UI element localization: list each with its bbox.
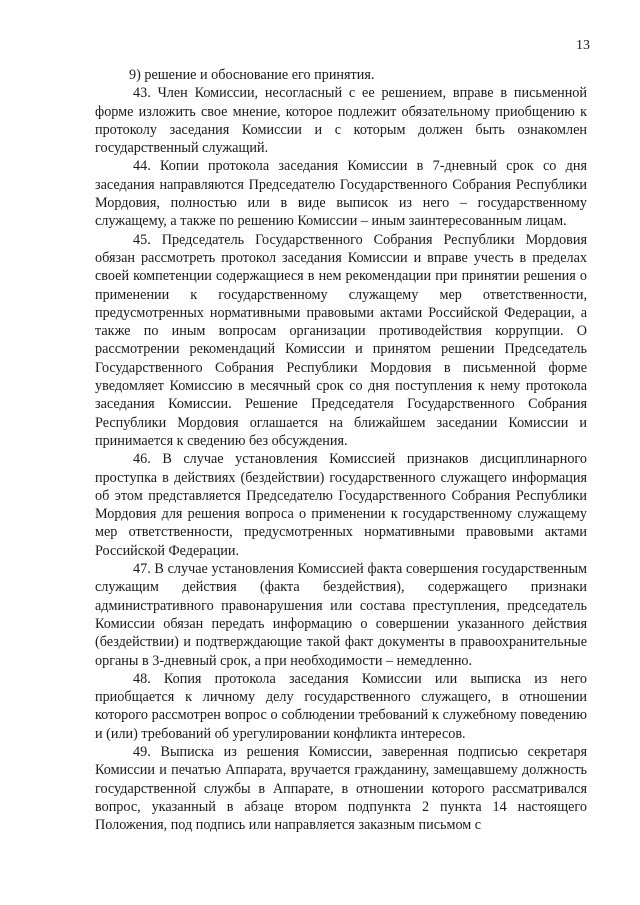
- paragraph-43-dissenting-opinion: 43. Член Комиссии, несогласный с ее решением, вправе в письменной форме изложить свое мнение, которое подлежит обязательному приобщению к протоколу заседания Комиссии и с которым должен быть ознакомлен государственный служащий.: [95, 85, 587, 157]
- paragraph-47-law-enforcement-referral: 47. В случае установления Комиссией факта совершения государственным служащим действия (факта бездействия), содержащего признаки административного правонарушения или состава преступления, председатель Комиссии обязан передать информацию о совершении указанного действия (бездействии) и подтверждающие такой факт документы в правоохранительные органы в 3-дневный срок, а при необходимости – немедленно.: [95, 561, 587, 669]
- paragraph-49-decision-extract: 49. Выписка из решения Комиссии, заверенная подписью секретаря Комиссии и печатью Аппарата, вручается гражданину, замещавшему должность государственной службы в Аппарате, в отношении которого рассматривался вопрос, указанный в абзаце втором подпункта 2 пункта 14 настоящего Положения, под подпись или направляется заказным письмом с: [95, 743, 587, 834]
- paragraph-46-disciplinary-offense: 46. В случае установления Комиссией признаков дисциплинарного проступка в действиях (бездействии) государственного служащего информация об этом представляется Председателю Государственного Собрания Республики Мордовия для решения вопроса о применении к государственному служащему мер ответственности, предусмотренных нормативными правовыми актами Российской Федерации.: [95, 451, 587, 559]
- paragraph-44-protocol-copies: 44. Копии протокола заседания Комиссии в 7-дневный срок со дня заседания направляются Председателю Государственного Собрания Республики Мордовия, полностью или в виде выписок из него – государственному служащему, а также по решению Комиссии – иным заинтересованным лицам.: [95, 158, 587, 230]
- paragraph-45-chairman-review: 45. Председатель Государственного Собрания Республики Мордовия обязан рассмотреть протокол заседания Комиссии и вправе учесть в пределах своей компетенции содержащиеся в нем рекомендации при принятии решения о применении к государственному служащему мер ответственности, предусмотренных нормативными правовыми актами Российской Федерации, а также по иным вопросам организации противодействия коррупции. О рассмотрении рекомендаций Комиссии и принятом решении Председатель Государственного Собрания Республики Мордовия в письменной форме уведомляет Комиссию в месячный срок со дня поступления к нему протокола заседания Комиссии. Решение Председателя Государственного Собрания Республики Мордовия оглашается на ближайшем заседании Комиссии и принимается к сведению без обсуждения.: [95, 231, 587, 449]
- paragraph-48-personal-file: 48. Копия протокола заседания Комиссии или выписка из него приобщается к личному делу государственного служащего, в отношении которого рассмотрен вопрос о соблюдении требований к служебному поведению и (или) требований об урегулировании конфликта интересов.: [95, 670, 587, 742]
- document-body: [95, 66, 587, 834]
- paragraph-item-9-decision-rationale: 9) решение и обоснование его принятия.: [129, 67, 375, 83]
- page-number: 13: [576, 38, 590, 53]
